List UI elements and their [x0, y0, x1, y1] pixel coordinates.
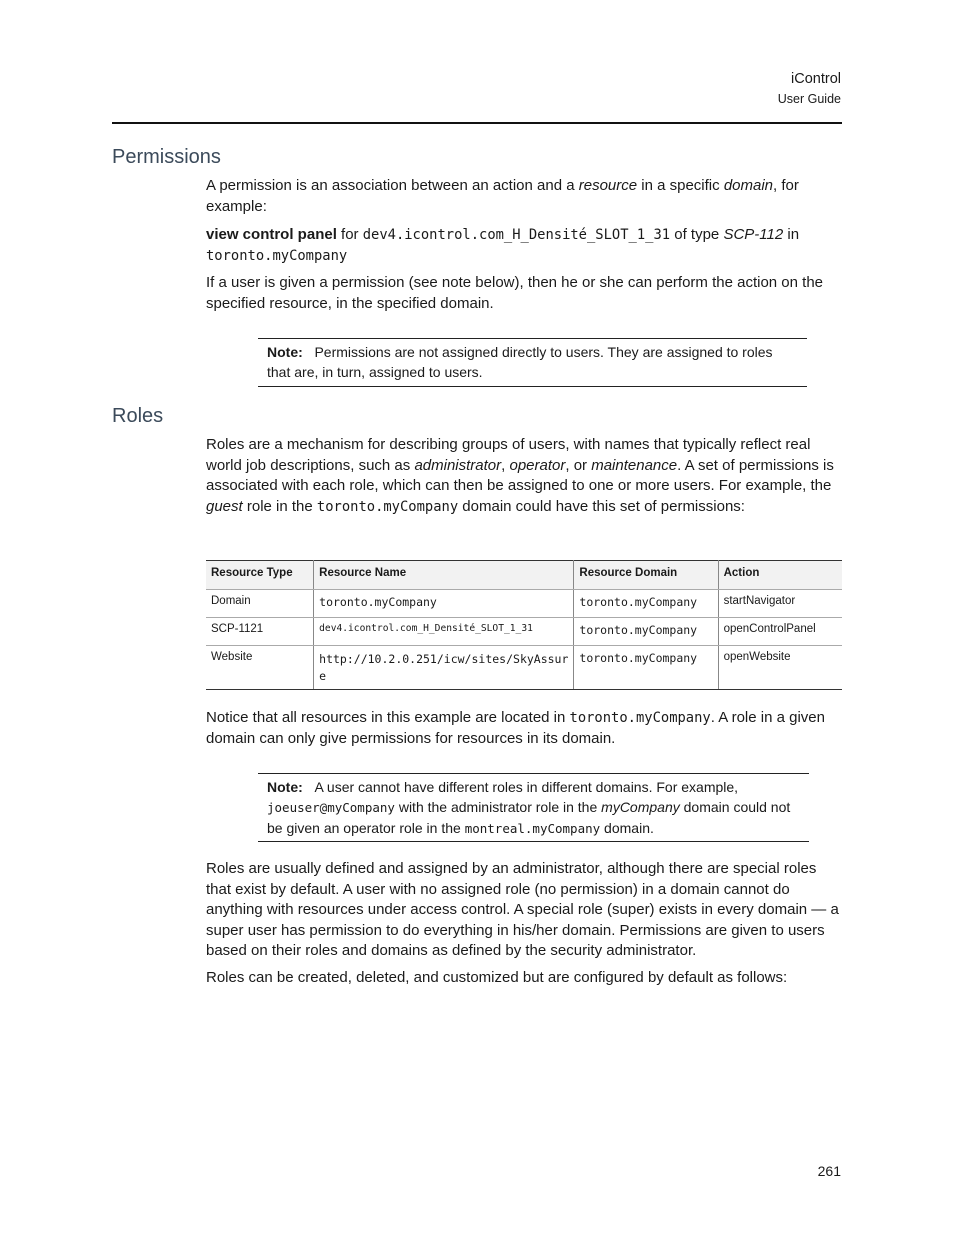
example-domain: toronto.myCompany [206, 247, 348, 264]
header-rule [112, 122, 842, 124]
table-header-cell: Resource Name [314, 561, 574, 590]
roles-defaults-explanation: Roles are usually defined and assigned by an administrator, although there are special roles that exist by default. A user with no assigned role (no permission) in a domain cannot do anything with resources under access control. A special role (super) exists in every domain — a super user has permission to do everything in his/her domain. Permissions are given to users based on their roles and domains as defined by the security administrator. [206, 860, 839, 959]
note-label: Note: [267, 779, 303, 795]
table-cell: http://10.2.0.251/icw/sites/SkyAssur e [314, 646, 574, 690]
header-title: iControl [791, 71, 841, 87]
table-cell: toronto.myCompany [314, 590, 574, 618]
permissions-intro: A permission is an association between an action and a resource in a specific domain, for example: [206, 177, 799, 215]
table-cell: openWebsite [718, 646, 842, 690]
table-cell: startNavigator [718, 590, 842, 618]
table-cell: SCP-1121 [206, 618, 314, 646]
example-resource: dev4.icontrol.com_H_Densité_SLOT_1_31 [362, 227, 671, 243]
note-text: Permissions are not assigned directly to users. They are assigned to roles that are, in turn, assigned to users. [267, 344, 773, 380]
permissions-explanation: If a user is given a permission (see note below), then he or she can perform the action on the specified resource, in the specified domain. [206, 274, 824, 312]
table-header-cell: Resource Domain [574, 561, 718, 590]
roles-notice: Notice that all resources in this example are located in toronto.myCompany. A role in a given domain can only give permissions for resources in its domain. [206, 709, 825, 747]
table-header-cell: Resource Type [206, 561, 314, 590]
table-header-cell: Action [718, 561, 842, 590]
roles-intro: Roles are a mechanism for describing groups of users, with names that typically reflect real world job descriptions, such as administrator, operator, or maintenance. A set of permissions is associated with each role, which can then be assigned to one or more users. For example, the guest role in the toronto.myCompany domain could have this set of permissions: [206, 436, 834, 515]
table-row [206, 618, 842, 646]
example-action: view control panel [206, 226, 337, 243]
table-cell: toronto.myCompany [574, 590, 718, 618]
table-cell: Domain [206, 590, 314, 618]
table-header-row [206, 561, 842, 590]
table-cell: openControlPanel [718, 618, 842, 646]
table-cell: toronto.myCompany [574, 618, 718, 646]
table-cell: Website [206, 646, 314, 690]
table-row [206, 646, 842, 690]
permissions-table [206, 560, 842, 690]
table-row [206, 590, 842, 618]
table-cell: toronto.myCompany [574, 646, 718, 690]
table-cell: dev4.icontrol.com_H_Densité_SLOT_1_31 [314, 618, 574, 646]
note-label: Note: [267, 344, 303, 360]
permission-example: view control panel for dev4.icontrol.com_H_Densité_SLOT_1_31 of type SCP-112 in toronto.myCompany [206, 226, 800, 264]
roles-config-intro: Roles can be created, deleted, and customized but are configured by default as follows: [206, 969, 788, 986]
roles-heading: Roles [112, 405, 164, 427]
permissions-heading: Permissions [112, 146, 221, 168]
permissions-note [258, 338, 807, 387]
page-number: 261 [817, 1163, 841, 1179]
header-subtitle: User Guide [777, 92, 841, 106]
roles-note: Note: A user cannot have different roles in different domains. For example, joeuser@myCompany with the administrator role in the myCompany domain could not be given an operator role in the montreal.myCompany domain. [258, 773, 809, 842]
